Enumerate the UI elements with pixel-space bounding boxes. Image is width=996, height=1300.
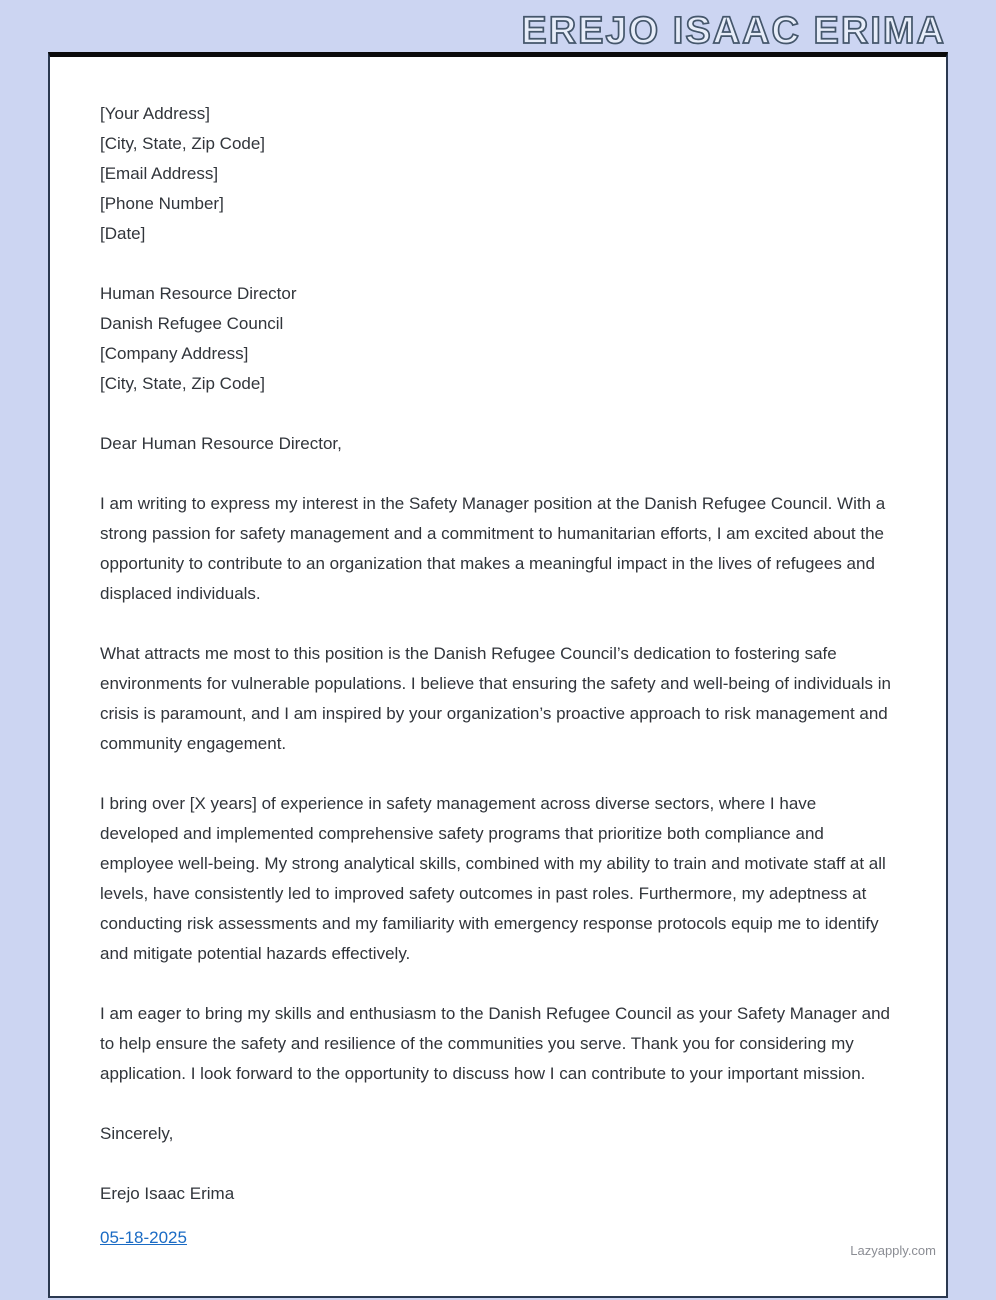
page-title: EREJO ISAAC ERIMA [521,10,946,52]
body-paragraph: What attracts me most to this position is the Danish Refugee Council’s dedication to fostering safe environments for vulnerable populations. I believe that ensuring the safety and well-being of individuals in crisis is paramount, and I am inspired by your organization’s proactive approach to risk management and community engagement. [100,644,891,753]
sender-address-line: [Date] [100,224,146,243]
recipient-line: Human Resource Director [100,284,297,303]
sender-address-block [100,99,896,249]
sender-address-line: [Email Address] [100,164,219,183]
body-paragraph: I bring over [X years] of experience in safety management across diverse sectors, where I have developed and implemented comprehensive safety programs that prioritize both compliance and employee well-being. My strong analytical skills, combined with my ability to train and motivate staff at all levels, have consistently led to improved safety outcomes in past roles. Furthermore, my adeptness at conducting risk assessments and my familiarity with emergency response protocols equip me to identify and mitigate potential hazards effectively. [100,794,886,963]
body-paragraph: I am eager to bring my skills and enthusiasm to the Danish Refugee Council as your Safety Manager and to help ensure the safety and resilience of the communities you serve. Thank you for considering my application. I look forward to the opportunity to discuss how I can contribute to your important mission. [100,1004,890,1083]
lazyapply-watermark: Lazyapply.com [850,1243,936,1258]
closing: Sincerely, [100,1124,174,1143]
signature-name: Erejo Isaac Erima [100,1184,235,1203]
letter-body [50,57,946,1253]
recipient-address-block [100,279,896,399]
body-paragraph: I am writing to express my interest in the Safety Manager position at the Danish Refugee Council. With a strong passion for safety management and a commitment to humanitarian efforts, I am excited about the opportunity to contribute to an organization that makes a meaningful impact in the lives of refugees and displaced individuals. [100,494,886,603]
recipient-line: [Company Address] [100,344,249,363]
date-link[interactable]: 05-18-2025 [100,1228,187,1247]
letter-page [48,52,948,1298]
sender-address-line: [Phone Number] [100,194,224,213]
salutation: Dear Human Resource Director, [100,434,342,453]
sender-address-line: [Your Address] [100,104,210,123]
sender-address-line: [City, State, Zip Code] [100,134,266,153]
recipient-line: Danish Refugee Council [100,314,284,333]
recipient-line: [City, State, Zip Code] [100,374,266,393]
